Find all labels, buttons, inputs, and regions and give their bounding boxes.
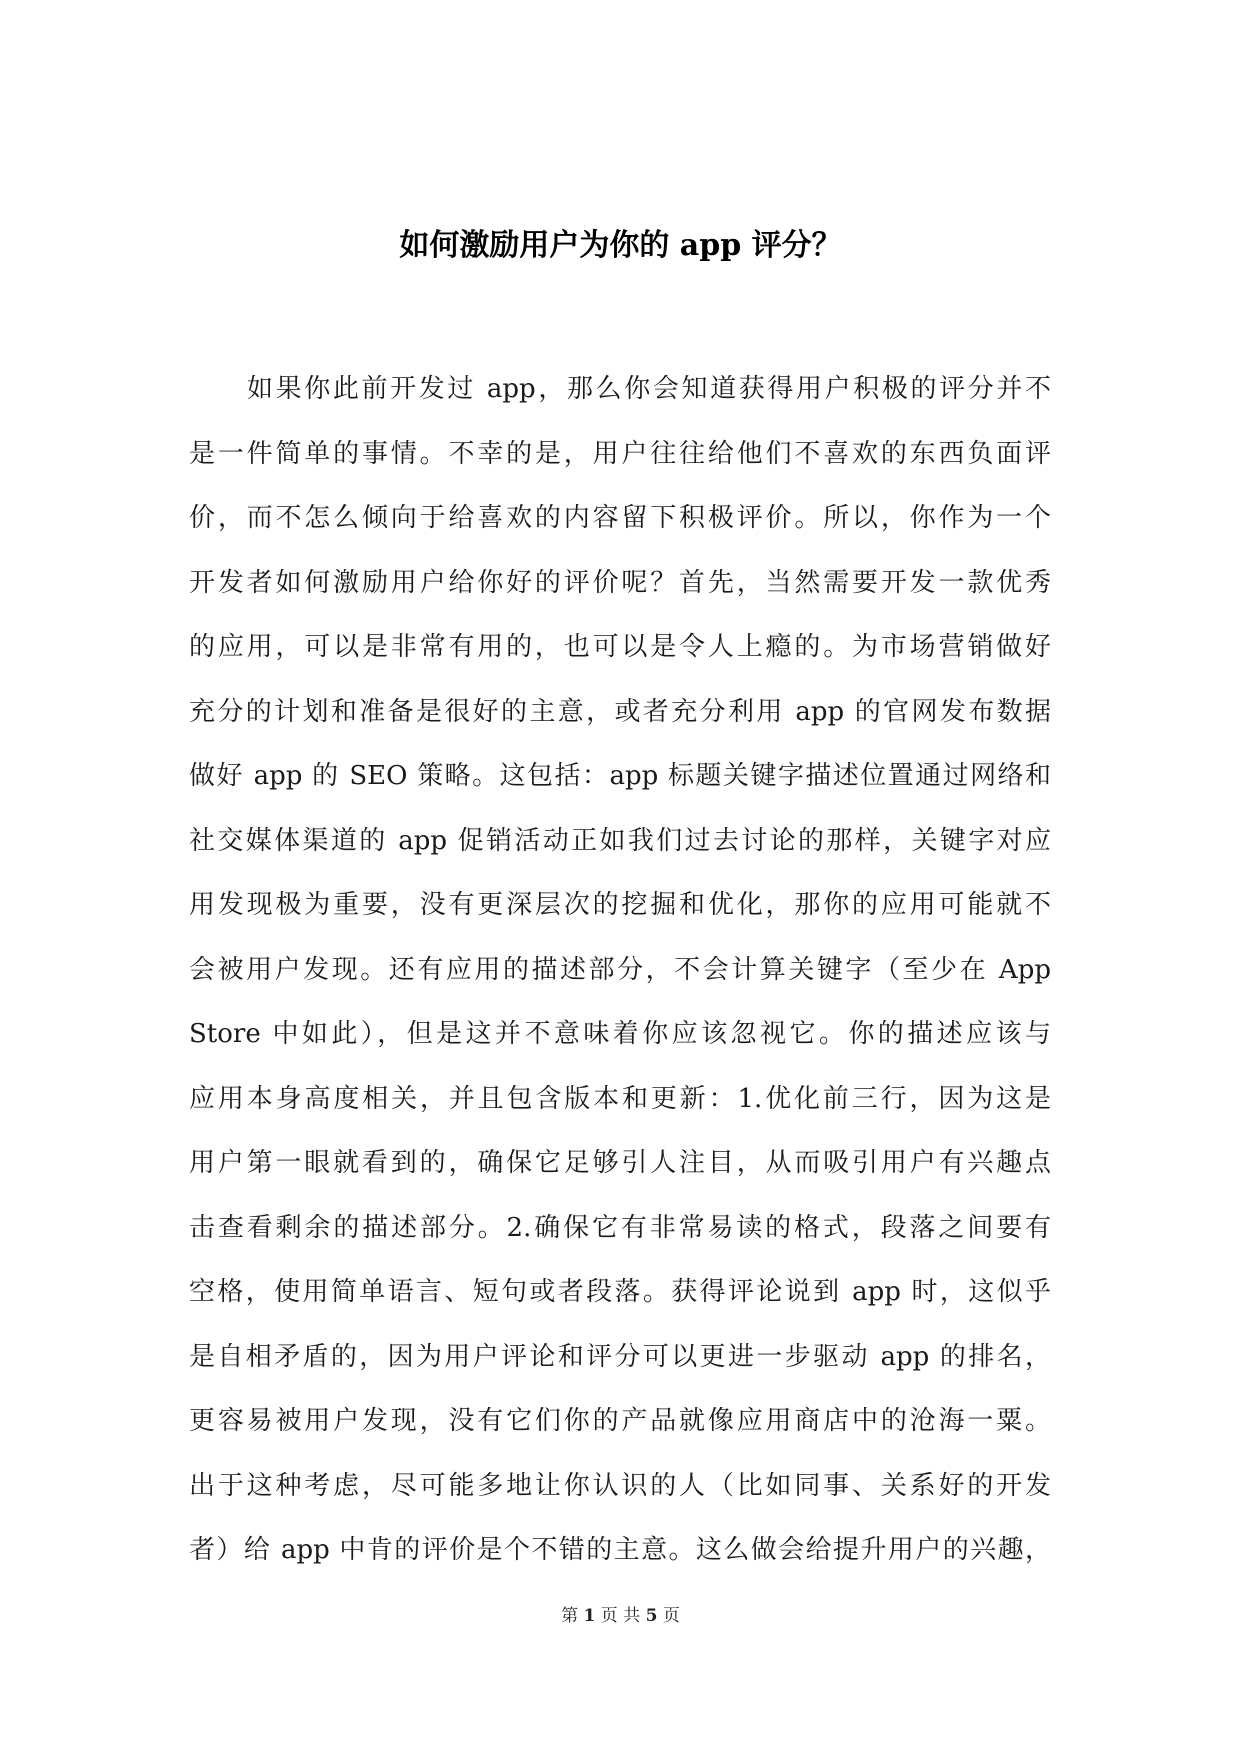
body-line: 的应用，可以是非常有用的，也可以是令人上瘾的。为市场营销做好 <box>189 632 1051 662</box>
footer-page-number: 1 <box>583 1606 596 1626</box>
body-line: 用发现极为重要，没有更深层次的挖掘和优化，那你的应用可能就不 <box>189 890 1051 920</box>
body-line: 开发者如何激励用户给你好的评价呢？首先，当然需要开发一款优秀 <box>189 567 1051 598</box>
footer-prefix: 第 <box>561 1606 579 1626</box>
body-line: Store 中如此），但是这并不意味着你应该忽视它。你的描述应该与 <box>189 1019 1051 1049</box>
body-line: 空格，使用简单语言、短句或者段落。获得评论说到 app 时，这似乎 <box>189 1277 1051 1307</box>
body-line: 应用本身高度相关，并且包含版本和更新：1.优化前三行，因为这是 <box>189 1083 1051 1114</box>
body-line: 出于这种考虑，尽可能多地让你认识的人（比如同事、关系好的开发 <box>189 1470 1051 1501</box>
body-line: 做好 app 的 SEO 策略。这包括：app 标题关键字描述位置通过网络和 <box>189 761 1051 791</box>
body-line: 如果你此前开发过 app，那么你会知道获得用户积极的评分并不 <box>247 374 1051 404</box>
body-line: 用户第一眼就看到的，确保它足够引人注目，从而吸引用户有兴趣点 <box>189 1148 1051 1178</box>
document-body <box>189 357 1051 1583</box>
footer-total-pages: 5 <box>645 1606 658 1626</box>
page-footer <box>0 1604 1241 1628</box>
body-line: 者）给 app 中肯的评价是个不错的主意。这么做会给提升用户的兴趣， <box>189 1535 1051 1565</box>
body-line: 社交媒体渠道的 app 促销活动正如我们过去讨论的那样，关键字对应 <box>189 825 1051 856</box>
body-line: 更容易被用户发现，没有它们你的产品就像应用商店中的沧海一粟。 <box>189 1406 1051 1436</box>
body-line: 充分的计划和准备是很好的主意，或者充分利用 app 的官网发布数据 <box>189 696 1051 727</box>
body-line: 是自相矛盾的，因为用户评论和评分可以更进一步驱动 app 的排名， <box>189 1341 1051 1372</box>
footer-middle: 页 共 <box>600 1606 641 1626</box>
body-line: 击查看剩余的描述部分。2.确保它有非常易读的格式，段落之间要有 <box>189 1212 1051 1243</box>
body-line: 是一件简单的事情。不幸的是，用户往往给他们不喜欢的东西负面评 <box>189 438 1051 469</box>
footer-suffix: 页 <box>662 1606 680 1626</box>
document-title: 如何激励用户为你的 app 评分？ <box>399 228 842 263</box>
body-line: 价，而不怎么倾向于给喜欢的内容留下积极评价。所以，你作为一个 <box>189 503 1051 533</box>
body-line: 会被用户发现。还有应用的描述部分，不会计算关键字（至少在 App <box>189 954 1051 985</box>
